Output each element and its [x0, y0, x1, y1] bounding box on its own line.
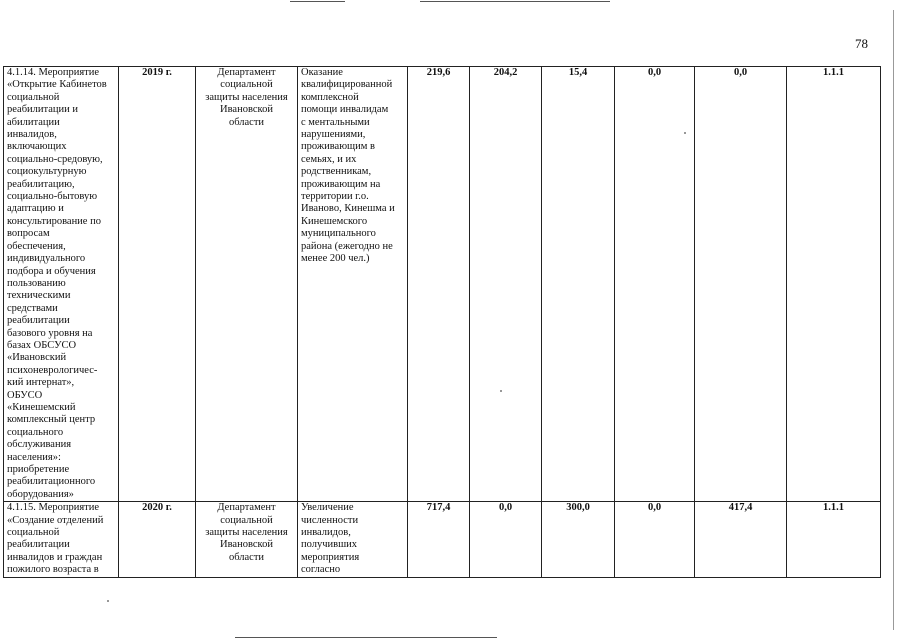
- amount-cell: 0,0: [615, 67, 695, 502]
- amount-cell: 15,4: [542, 67, 615, 502]
- program-activities-table: [3, 66, 881, 578]
- activity-name-cell: 4.1.15. Мероприятие «Создание отделений социальной реабилитации инвалидов и граждан пожилого возраста в: [4, 502, 119, 577]
- table-row: [4, 67, 881, 502]
- year-cell: 2020 г.: [119, 502, 196, 577]
- expected-result-cell: Увеличение численности инвалидов, получивших мероприятия согласно: [298, 502, 408, 577]
- executor-cell: Департамент социальной защиты населения Ивановской области: [196, 67, 298, 502]
- scan-top-line-right: [420, 1, 610, 2]
- amount-cell: 417,4: [695, 502, 787, 577]
- indicator-code-cell: 1.1.1: [787, 67, 881, 502]
- scan-right-edge: [893, 10, 894, 630]
- executor-cell: Департамент социальной защиты населения Ивановской области: [196, 502, 298, 577]
- year-cell: 2019 г.: [119, 67, 196, 502]
- indicator-code-cell: 1.1.1: [787, 502, 881, 577]
- amount-cell: 300,0: [542, 502, 615, 577]
- scan-bottom-line: [235, 637, 497, 638]
- amount-cell: 0,0: [695, 67, 787, 502]
- amount-cell: 204,2: [470, 67, 542, 502]
- amount-cell: 0,0: [470, 502, 542, 577]
- scan-top-line-left: [290, 1, 345, 2]
- table-row: [4, 502, 881, 577]
- amount-cell: 0,0: [615, 502, 695, 577]
- activity-name-cell: 4.1.14. Мероприятие «Открытие Кабинетов социальной реабилитации и абилитации инвалидов, включающих социально-средовую, социокультурную реабилитацию, социально-бытовую адаптацию и консультирование по вопросам обеспечения, индивидуального подбора и обучения пользованию техническими средствами реабилитации базового уровня на базах ОБСУСО «Ивановский психоневрологичес- кий интернат», ОБУСО «Кинешемский комплексный центр социального обслуживания населения»: приобретение реабилитационного оборудования»: [4, 67, 119, 502]
- total-amount-cell: 717,4: [408, 502, 470, 577]
- expected-result-cell: Оказание квалифицированной комплексной помощи инвалидам с ментальными нарушениями, проживающим в семьях, и их родственникам, проживающим на территории г.о. Иваново, Кинешма и Кинешемского муниципального района (ежегодно не менее 200 чел.): [298, 67, 408, 502]
- total-amount-cell: 219,6: [408, 67, 470, 502]
- scan-speck: [107, 600, 109, 602]
- page-number: 78: [855, 36, 868, 51]
